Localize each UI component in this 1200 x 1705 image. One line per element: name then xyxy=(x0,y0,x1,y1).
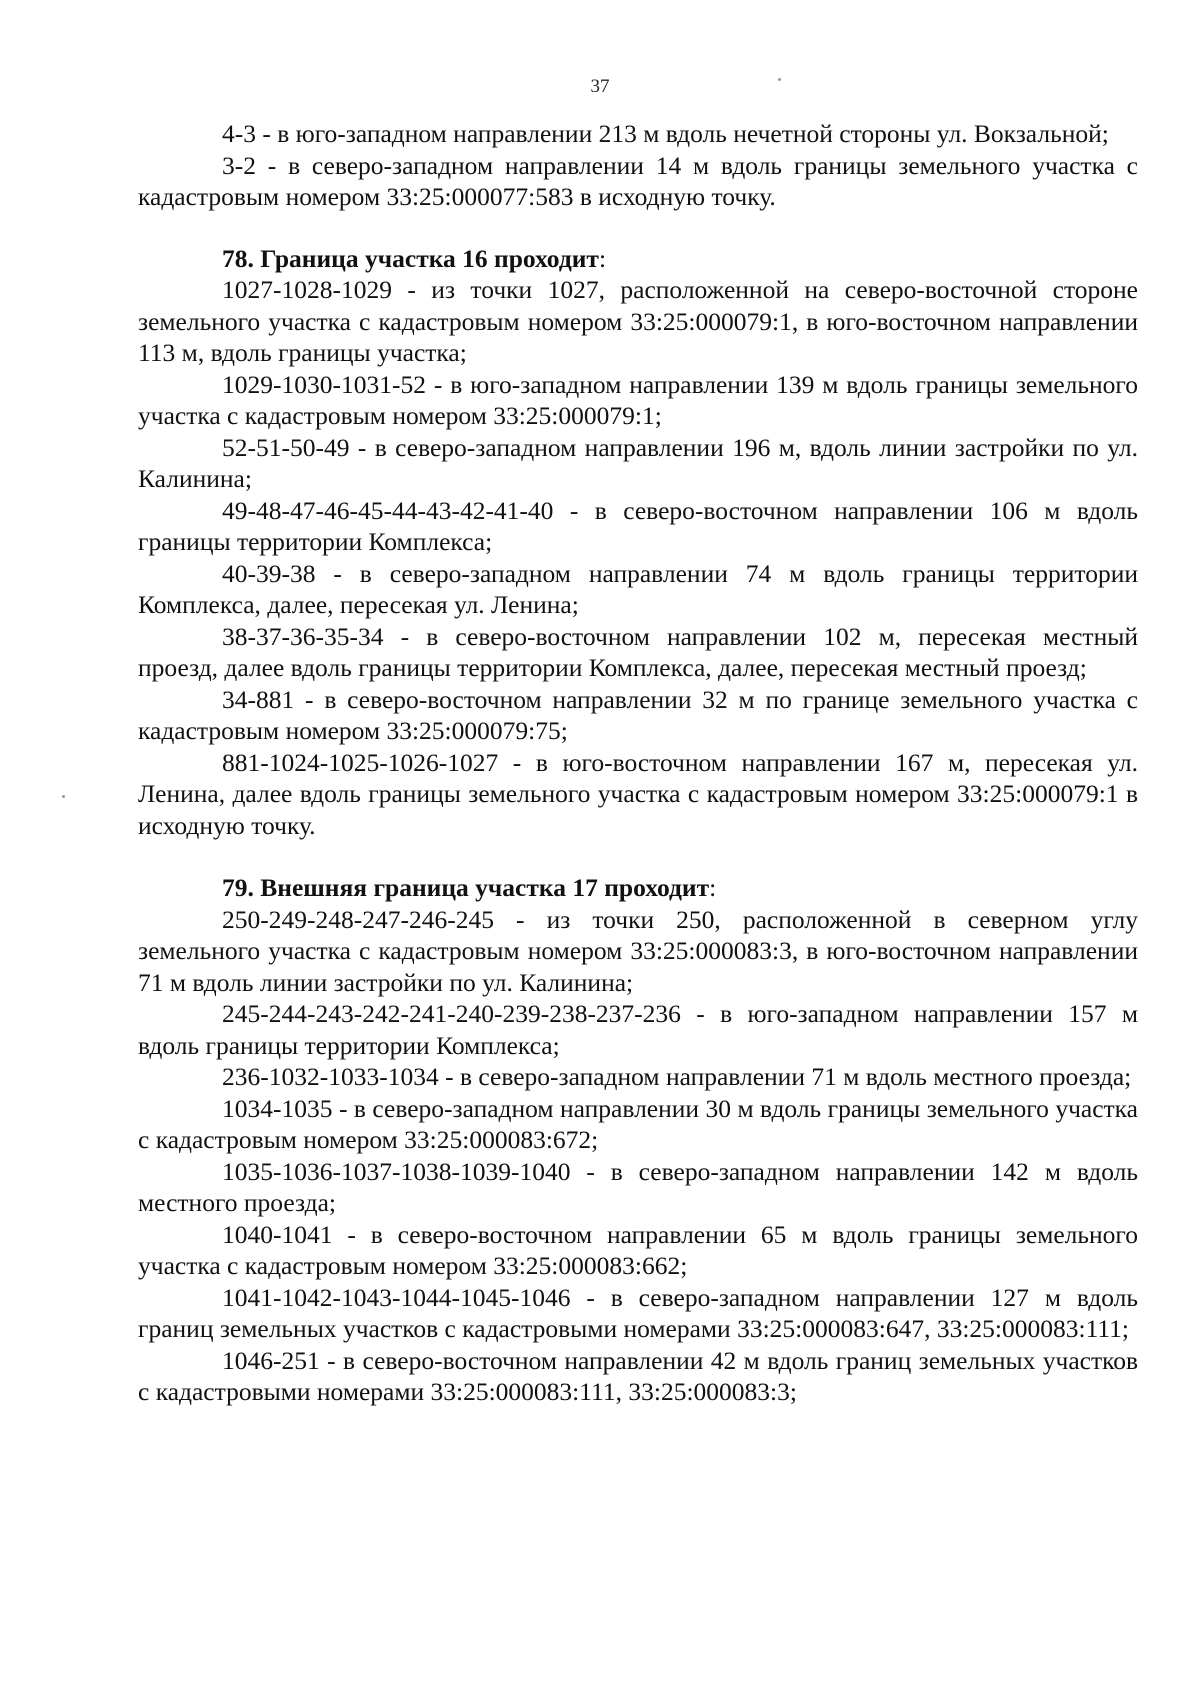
section-78-heading-text: 78. Граница участка 16 проходит xyxy=(222,243,599,273)
paragraph: 1040-1041 - в северо-восточном направлении 65 м вдоль границы земельного участка с кадастровым номером 33:25:000083:662; xyxy=(138,1219,1138,1280)
paragraph: 4-3 - в юго-западном направлении 213 м вдоль нечетной стороны ул. Вокзальной; xyxy=(222,119,1109,148)
paragraph: 1027-1028-1029 - из точки 1027, расположенной на северо-восточной стороне земельного участка с кадастровым номером 33:25:000079:1, в юго-восточном направлении 113 м, вдоль границы участка; xyxy=(138,275,1138,367)
document-body xyxy=(138,118,1138,1408)
paragraph: 49-48-47-46-45-44-43-42-41-40 - в северо-восточном направлении 106 м вдоль границы территории Комплекса; xyxy=(138,495,1138,556)
paragraph: 1029-1030-1031-52 - в юго-западном направлении 139 м вдоль границы земельного участка с кадастровым номером 33:25:000079:1; xyxy=(138,369,1138,430)
section-79-heading xyxy=(138,872,1138,904)
paragraph: 3-2 - в северо-западном направлении 14 м вдоль границы земельного участка с кадастровым номером 33:25:000077:583 в исходную точку. xyxy=(138,150,1138,211)
paragraph: 34-881 - в северо-восточном направлении 32 м по границе земельного участка с кадастровым номером 33:25:000079:75; xyxy=(138,684,1138,745)
heading-colon: : xyxy=(598,243,607,273)
paragraph: 245-244-243-242-241-240-239-238-237-236 - в юго-западном направлении 157 м вдоль границы территории Комплекса; xyxy=(138,999,1138,1060)
spacer xyxy=(138,213,1138,243)
paragraph: 1034-1035 - в северо-западном направлении 30 м вдоль границы земельного участка с кадастровым номером 33:25:000083:672; xyxy=(138,1093,1138,1154)
paragraph: 1046-251 - в северо-восточном направлении 42 м вдоль границ земельных участков с кадастровыми номерами 33:25:000083:111, 33:25:000083:3; xyxy=(138,1345,1138,1406)
section-79-heading-text: 79. Внешняя граница участка 17 проходит xyxy=(222,873,710,902)
paragraph: 52-51-50-49 - в северо-западном направлении 196 м, вдоль линии застройки по ул. Калинина; xyxy=(138,432,1138,493)
paragraph: 250-249-248-247-246-245 - из точки 250, расположенной в северном углу земельного участка с кадастровым номером 33:25:000083:3, в юго-восточном направлении 71 м вдоль линии застройки по ул. Калинина; xyxy=(138,904,1138,997)
paragraph: 40-39-38 - в северо-западном направлении 74 м вдоль границы территории Комплекса, далее, пересекая ул. Ленина; xyxy=(138,558,1138,619)
scan-speck xyxy=(62,795,65,798)
page-number: 37 xyxy=(590,76,610,97)
heading-colon: : xyxy=(709,873,717,902)
paragraph: 1035-1036-1037-1038-1039-1040 - в северо-западном направлении 142 м вдоль местного проезда; xyxy=(138,1156,1138,1217)
paragraph: 881-1024-1025-1026-1027 - в юго-восточном направлении 167 м, пересекая ул. Ленина, далее вдоль границы земельного участка с кадастровым номером 33:25:000079:1 в исходную точку. xyxy=(138,747,1138,840)
scan-speck xyxy=(778,78,781,81)
paragraph: 38-37-36-35-34 - в северо-восточном направлении 102 м, пересекая местный проезд, далее вдоль границы территории Комплекса, далее, пересекая местный проезд; xyxy=(138,621,1138,682)
section-78-heading xyxy=(138,243,1138,275)
paragraph: 236-1032-1033-1034 - в северо-западном направлении 71 м вдоль местного проезда; xyxy=(222,1062,1132,1091)
paragraph: 1041-1042-1043-1044-1045-1046 - в северо-западном направлении 127 м вдоль границ земельных участков с кадастровыми номерами 33:25:000083:647, 33:25:000083:111; xyxy=(138,1282,1138,1343)
spacer xyxy=(138,841,1138,872)
